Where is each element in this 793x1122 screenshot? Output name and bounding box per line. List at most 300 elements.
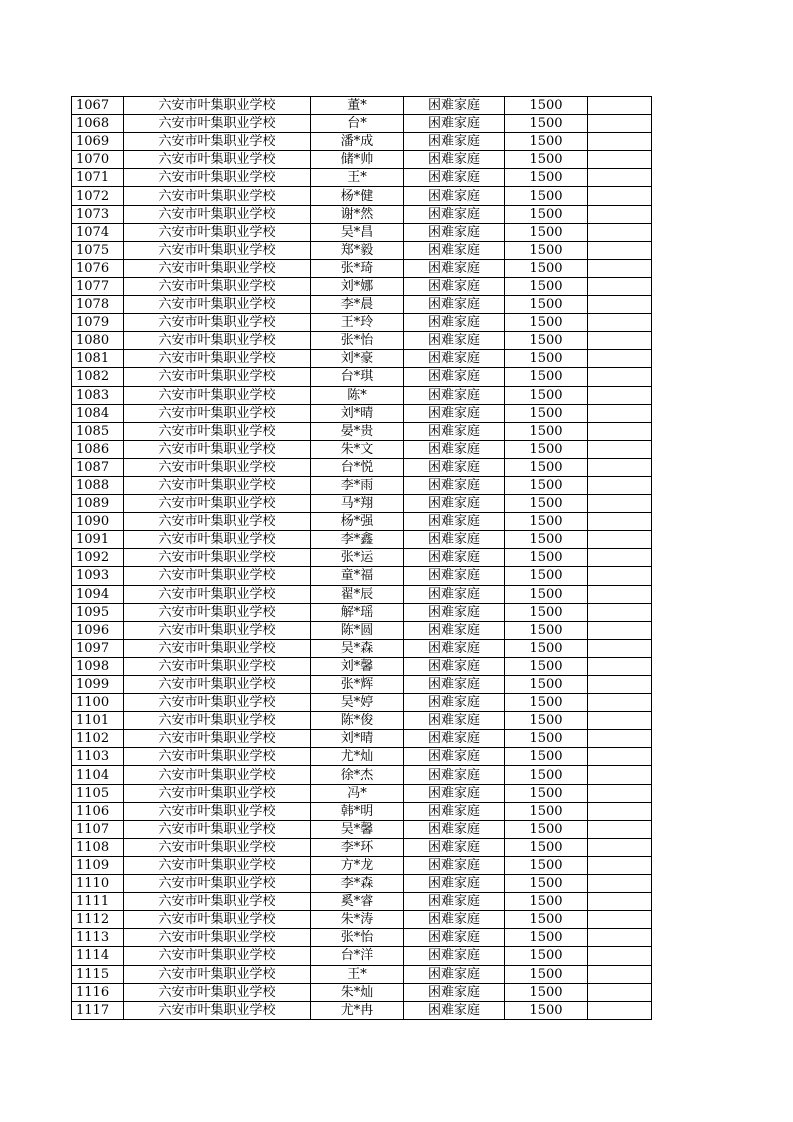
aid-category-cell: 困难家庭 [404,657,505,675]
row-number-cell: 1115 [72,965,124,983]
row-number-cell: 1076 [72,259,124,277]
amount-cell: 1500 [505,476,588,494]
school-cell: 六安市叶集职业学校 [124,350,311,368]
table-row [72,911,652,929]
table-row [72,875,652,893]
school-cell: 六安市叶集职业学校 [124,151,311,169]
student-name-cell: 杨*健 [311,187,404,205]
aid-category-cell: 困难家庭 [404,187,505,205]
aid-category-cell: 困难家庭 [404,1001,505,1019]
amount-cell: 1500 [505,911,588,929]
school-cell: 六安市叶集职业学校 [124,259,311,277]
note-cell [588,458,652,476]
amount-cell: 1500 [505,929,588,947]
student-name-cell: 张*怡 [311,332,404,350]
table-row [72,639,652,657]
aid-category-cell: 困难家庭 [404,133,505,151]
note-cell [588,440,652,458]
note-cell [588,621,652,639]
amount-cell: 1500 [505,585,588,603]
row-number-cell: 1109 [72,856,124,874]
note-cell [588,549,652,567]
student-name-cell: 韩*明 [311,802,404,820]
row-number-cell: 1071 [72,169,124,187]
table-row [72,657,652,675]
amount-cell: 1500 [505,694,588,712]
amount-cell: 1500 [505,893,588,911]
school-cell: 六安市叶集职业学校 [124,911,311,929]
note-cell [588,151,652,169]
table-row [72,766,652,784]
amount-cell: 1500 [505,133,588,151]
school-cell: 六安市叶集职业学校 [124,241,311,259]
student-name-cell: 尤*冉 [311,1001,404,1019]
table-row [72,314,652,332]
student-name-cell: 杨*强 [311,513,404,531]
student-name-cell: 童*福 [311,567,404,585]
row-number-cell: 1072 [72,187,124,205]
row-number-cell: 1116 [72,983,124,1001]
table-row [72,404,652,422]
table-row [72,838,652,856]
row-number-cell: 1101 [72,712,124,730]
note-cell [588,115,652,133]
table-row [72,893,652,911]
student-name-cell: 郑*毅 [311,241,404,259]
row-number-cell: 1084 [72,404,124,422]
aid-category-cell: 困难家庭 [404,712,505,730]
table-row [72,712,652,730]
row-number-cell: 1098 [72,657,124,675]
row-number-cell: 1086 [72,440,124,458]
note-cell [588,133,652,151]
note-cell [588,947,652,965]
table-row [72,277,652,295]
note-cell [588,223,652,241]
aid-category-cell: 困难家庭 [404,241,505,259]
student-name-cell: 台*洋 [311,947,404,965]
table-row [72,585,652,603]
aid-category-cell: 困难家庭 [404,820,505,838]
amount-cell: 1500 [505,422,588,440]
table-row [72,241,652,259]
school-cell: 六安市叶集职业学校 [124,1001,311,1019]
aid-category-cell: 困难家庭 [404,549,505,567]
table-row [72,97,652,115]
note-cell [588,875,652,893]
aid-category-cell: 困难家庭 [404,748,505,766]
school-cell: 六安市叶集职业学校 [124,386,311,404]
row-number-cell: 1103 [72,748,124,766]
aid-category-cell: 困难家庭 [404,169,505,187]
school-cell: 六安市叶集职业学校 [124,97,311,115]
note-cell [588,296,652,314]
note-cell [588,784,652,802]
note-cell [588,513,652,531]
amount-cell: 1500 [505,277,588,295]
row-number-cell: 1112 [72,911,124,929]
student-name-cell: 尤*灿 [311,748,404,766]
student-name-cell: 刘*馨 [311,657,404,675]
table-row [72,929,652,947]
amount-cell: 1500 [505,386,588,404]
school-cell: 六安市叶集职业学校 [124,603,311,621]
school-cell: 六安市叶集职业学校 [124,983,311,1001]
amount-cell: 1500 [505,639,588,657]
note-cell [588,277,652,295]
row-number-cell: 1113 [72,929,124,947]
student-name-cell: 台* [311,115,404,133]
note-cell [588,97,652,115]
aid-category-cell: 困难家庭 [404,314,505,332]
aid-category-cell: 困难家庭 [404,259,505,277]
student-name-cell: 李*鑫 [311,531,404,549]
note-cell [588,404,652,422]
note-cell [588,639,652,657]
note-cell [588,766,652,784]
note-cell [588,694,652,712]
student-name-cell: 晏*贵 [311,422,404,440]
note-cell [588,350,652,368]
school-cell: 六安市叶集职业学校 [124,766,311,784]
aid-category-cell: 困难家庭 [404,603,505,621]
amount-cell: 1500 [505,115,588,133]
aid-category-cell: 困难家庭 [404,332,505,350]
amount-cell: 1500 [505,440,588,458]
table-row [72,983,652,1001]
row-number-cell: 1117 [72,1001,124,1019]
school-cell: 六安市叶集职业学校 [124,513,311,531]
aid-category-cell: 困难家庭 [404,386,505,404]
row-number-cell: 1097 [72,639,124,657]
amount-cell: 1500 [505,350,588,368]
row-number-cell: 1083 [72,386,124,404]
school-cell: 六安市叶集职业学校 [124,296,311,314]
school-cell: 六安市叶集职业学校 [124,205,311,223]
row-number-cell: 1087 [72,458,124,476]
row-number-cell: 1075 [72,241,124,259]
amount-cell: 1500 [505,730,588,748]
table-row [72,259,652,277]
note-cell [588,911,652,929]
school-cell: 六安市叶集职业学校 [124,404,311,422]
student-name-cell: 刘*娜 [311,277,404,295]
note-cell [588,422,652,440]
amount-cell: 1500 [505,748,588,766]
table-row [72,531,652,549]
school-cell: 六安市叶集职业学校 [124,277,311,295]
table-row [72,458,652,476]
note-cell [588,1001,652,1019]
school-cell: 六安市叶集职业学校 [124,712,311,730]
aid-category-cell: 困难家庭 [404,947,505,965]
amount-cell: 1500 [505,766,588,784]
school-cell: 六安市叶集职业学校 [124,531,311,549]
aid-category-cell: 困难家庭 [404,531,505,549]
school-cell: 六安市叶集职业学校 [124,368,311,386]
row-number-cell: 1094 [72,585,124,603]
school-cell: 六安市叶集职业学校 [124,332,311,350]
school-cell: 六安市叶集职业学校 [124,639,311,657]
student-name-cell: 潘*成 [311,133,404,151]
student-name-cell: 王* [311,169,404,187]
student-name-cell: 解*瑶 [311,603,404,621]
student-name-cell: 吴*森 [311,639,404,657]
note-cell [588,893,652,911]
aid-category-cell: 困难家庭 [404,893,505,911]
row-number-cell: 1095 [72,603,124,621]
school-cell: 六安市叶集职业学校 [124,748,311,766]
note-cell [588,965,652,983]
amount-cell: 1500 [505,495,588,513]
student-name-cell: 储*帅 [311,151,404,169]
table-row [72,567,652,585]
student-name-cell: 李*晨 [311,296,404,314]
row-number-cell: 1077 [72,277,124,295]
amount-cell: 1500 [505,531,588,549]
student-name-cell: 陈*圆 [311,621,404,639]
amount-cell: 1500 [505,567,588,585]
amount-cell: 1500 [505,259,588,277]
table-row [72,296,652,314]
student-name-cell: 李*雨 [311,476,404,494]
table-row [72,169,652,187]
student-name-cell: 李*森 [311,875,404,893]
row-number-cell: 1100 [72,694,124,712]
aid-category-cell: 困难家庭 [404,838,505,856]
student-name-cell: 台*琪 [311,368,404,386]
school-cell: 六安市叶集职业学校 [124,784,311,802]
amount-cell: 1500 [505,241,588,259]
school-cell: 六安市叶集职业学校 [124,657,311,675]
row-number-cell: 1074 [72,223,124,241]
row-number-cell: 1068 [72,115,124,133]
student-name-cell: 翟*辰 [311,585,404,603]
amount-cell: 1500 [505,983,588,1001]
school-cell: 六安市叶集职业学校 [124,621,311,639]
table-row [72,947,652,965]
amount-cell: 1500 [505,223,588,241]
aid-category-cell: 困难家庭 [404,983,505,1001]
amount-cell: 1500 [505,820,588,838]
amount-cell: 1500 [505,404,588,422]
amount-cell: 1500 [505,856,588,874]
amount-cell: 1500 [505,205,588,223]
note-cell [588,929,652,947]
aid-category-cell: 困难家庭 [404,97,505,115]
aid-category-cell: 困难家庭 [404,730,505,748]
student-name-cell: 陈* [311,386,404,404]
student-name-cell: 朱*灿 [311,983,404,1001]
table-row [72,332,652,350]
school-cell: 六安市叶集职业学校 [124,133,311,151]
row-number-cell: 1104 [72,766,124,784]
row-number-cell: 1102 [72,730,124,748]
amount-cell: 1500 [505,621,588,639]
table-row [72,151,652,169]
student-name-cell: 朱*涛 [311,911,404,929]
table-row [72,223,652,241]
table-row [72,549,652,567]
school-cell: 六安市叶集职业学校 [124,495,311,513]
table-row [72,694,652,712]
aid-category-cell: 困难家庭 [404,440,505,458]
school-cell: 六安市叶集职业学校 [124,893,311,911]
note-cell [588,856,652,874]
amount-cell: 1500 [505,603,588,621]
aid-category-cell: 困难家庭 [404,422,505,440]
note-cell [588,169,652,187]
row-number-cell: 1080 [72,332,124,350]
row-number-cell: 1079 [72,314,124,332]
school-cell: 六安市叶集职业学校 [124,169,311,187]
table-row [72,856,652,874]
student-name-cell: 冯* [311,784,404,802]
aid-category-cell: 困难家庭 [404,151,505,169]
student-name-cell: 谢*然 [311,205,404,223]
note-cell [588,838,652,856]
aid-category-cell: 困难家庭 [404,115,505,133]
note-cell [588,495,652,513]
school-cell: 六安市叶集职业学校 [124,856,311,874]
aid-category-cell: 困难家庭 [404,513,505,531]
aid-category-cell: 困难家庭 [404,223,505,241]
row-number-cell: 1089 [72,495,124,513]
student-name-cell: 刘*晴 [311,404,404,422]
table-row [72,495,652,513]
amount-cell: 1500 [505,784,588,802]
amount-cell: 1500 [505,549,588,567]
row-number-cell: 1088 [72,476,124,494]
note-cell [588,802,652,820]
note-cell [588,820,652,838]
student-name-cell: 张*琦 [311,259,404,277]
note-cell [588,476,652,494]
note-cell [588,531,652,549]
row-number-cell: 1105 [72,784,124,802]
note-cell [588,205,652,223]
row-number-cell: 1091 [72,531,124,549]
row-number-cell: 1090 [72,513,124,531]
table-row [72,205,652,223]
school-cell: 六安市叶集职业学校 [124,947,311,965]
aid-category-cell: 困难家庭 [404,567,505,585]
student-name-cell: 董* [311,97,404,115]
student-name-cell: 王* [311,965,404,983]
table-row [72,368,652,386]
table-row [72,350,652,368]
row-number-cell: 1106 [72,802,124,820]
note-cell [588,332,652,350]
row-number-cell: 1114 [72,947,124,965]
note-cell [588,983,652,1001]
row-number-cell: 1092 [72,549,124,567]
school-cell: 六安市叶集职业学校 [124,115,311,133]
aid-category-cell: 困难家庭 [404,585,505,603]
row-number-cell: 1108 [72,838,124,856]
school-cell: 六安市叶集职业学校 [124,422,311,440]
row-number-cell: 1085 [72,422,124,440]
student-name-cell: 方*龙 [311,856,404,874]
student-name-cell: 张*怡 [311,929,404,947]
school-cell: 六安市叶集职业学校 [124,694,311,712]
student-name-cell: 刘*豪 [311,350,404,368]
student-name-cell: 王*玲 [311,314,404,332]
aid-category-cell: 困难家庭 [404,856,505,874]
school-cell: 六安市叶集职业学校 [124,929,311,947]
note-cell [588,314,652,332]
table-row [72,784,652,802]
row-number-cell: 1081 [72,350,124,368]
table-row [72,386,652,404]
row-number-cell: 1096 [72,621,124,639]
aid-category-cell: 困难家庭 [404,368,505,386]
amount-cell: 1500 [505,838,588,856]
table-row [72,133,652,151]
aid-category-cell: 困难家庭 [404,476,505,494]
row-number-cell: 1093 [72,567,124,585]
note-cell [588,676,652,694]
note-cell [588,259,652,277]
school-cell: 六安市叶集职业学校 [124,223,311,241]
school-cell: 六安市叶集职业学校 [124,458,311,476]
school-cell: 六安市叶集职业学校 [124,567,311,585]
student-name-cell: 吴*馨 [311,820,404,838]
table-row [72,513,652,531]
aid-category-cell: 困难家庭 [404,621,505,639]
aid-category-cell: 困难家庭 [404,639,505,657]
student-name-cell: 张*运 [311,549,404,567]
aid-category-cell: 困难家庭 [404,965,505,983]
aid-category-cell: 困难家庭 [404,350,505,368]
school-cell: 六安市叶集职业学校 [124,476,311,494]
student-name-cell: 刘*晴 [311,730,404,748]
school-cell: 六安市叶集职业学校 [124,965,311,983]
amount-cell: 1500 [505,513,588,531]
table-row [72,115,652,133]
table-row [72,1001,652,1019]
table-row [72,802,652,820]
amount-cell: 1500 [505,1001,588,1019]
aid-category-cell: 困难家庭 [404,802,505,820]
amount-cell: 1500 [505,947,588,965]
note-cell [588,585,652,603]
table-body [72,97,652,1020]
school-cell: 六安市叶集职业学校 [124,549,311,567]
amount-cell: 1500 [505,875,588,893]
amount-cell: 1500 [505,712,588,730]
row-number-cell: 1069 [72,133,124,151]
table-row [72,965,652,983]
amount-cell: 1500 [505,296,588,314]
row-number-cell: 1110 [72,875,124,893]
amount-cell: 1500 [505,676,588,694]
table-row [72,748,652,766]
amount-cell: 1500 [505,332,588,350]
student-name-cell: 马*翔 [311,495,404,513]
aid-category-cell: 困难家庭 [404,875,505,893]
amount-cell: 1500 [505,368,588,386]
school-cell: 六安市叶集职业学校 [124,440,311,458]
table-row [72,440,652,458]
aid-category-cell: 困难家庭 [404,458,505,476]
row-number-cell: 1078 [72,296,124,314]
aid-category-cell: 困难家庭 [404,676,505,694]
table-row [72,676,652,694]
amount-cell: 1500 [505,802,588,820]
table-row [72,820,652,838]
row-number-cell: 1082 [72,368,124,386]
